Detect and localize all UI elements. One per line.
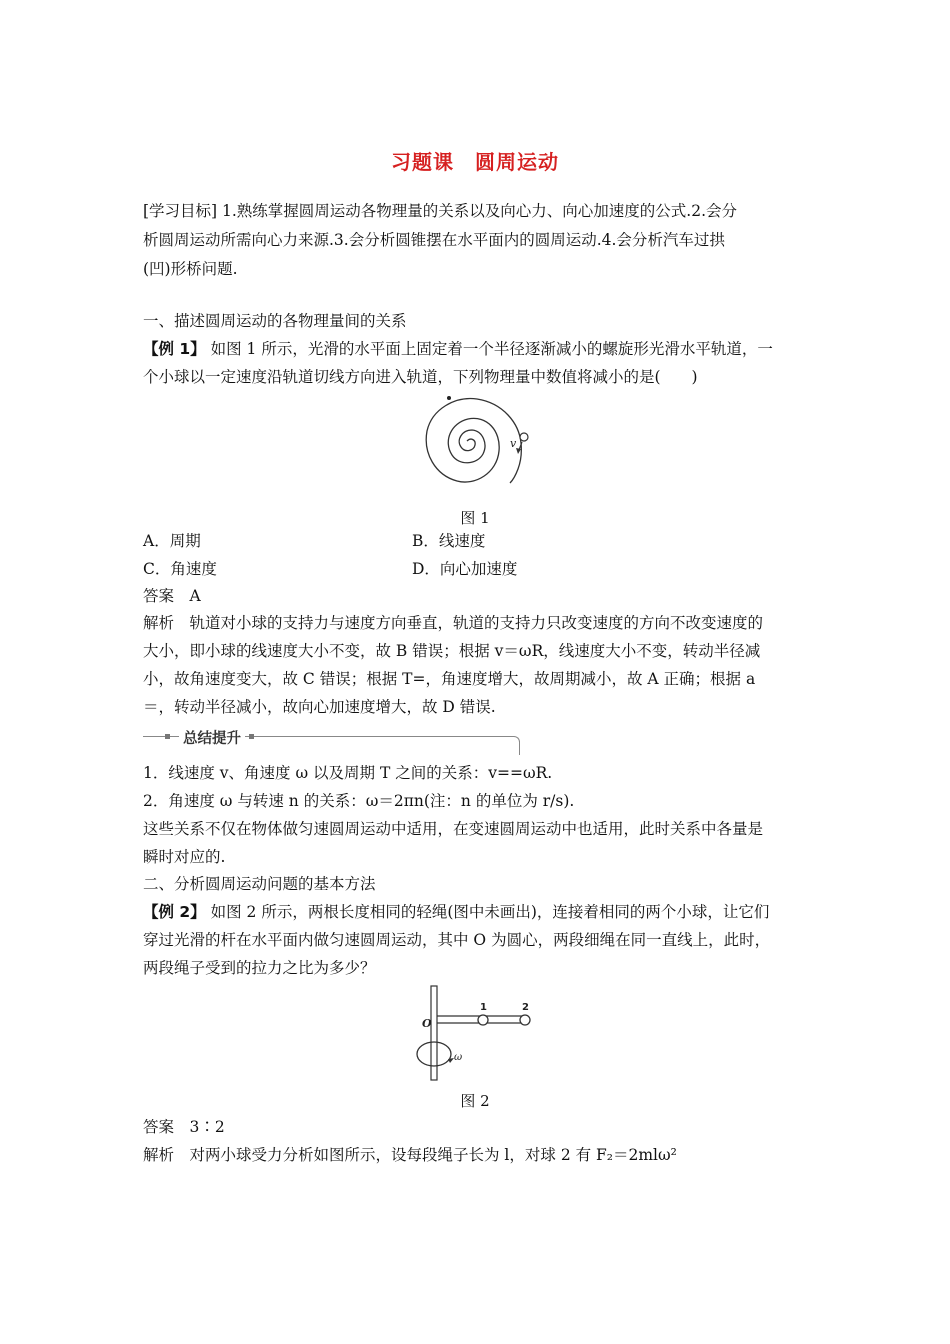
example-2-tag: 【例 2】 xyxy=(143,903,206,921)
ball-1 xyxy=(478,1015,488,1025)
omega-label: ω xyxy=(454,1052,463,1063)
example-1-analysis-line: 大小，即小球的线速度大小不变，故 B 错误；根据 v＝ωR，线速度大小不变，转动半径减 xyxy=(143,642,761,660)
spiral-top-dot xyxy=(447,396,451,400)
learning-objectives-line: (凹)形桥问题. xyxy=(143,260,238,278)
rod-balls-figure xyxy=(410,985,540,1082)
center-label-o: O xyxy=(422,1017,432,1030)
ball-1-label: 1 xyxy=(480,1002,487,1013)
summary-line: 2．角速度 ω 与转速 n 的关系：ω＝2πn(注：n 的单位为 r/s). xyxy=(143,792,575,810)
example-1-analysis-line: ＝，转动半径减小，故向心加速度增大，故 D 错误. xyxy=(143,698,496,716)
section-heading-2: 二、分析圆周运动问题的基本方法 xyxy=(143,875,376,893)
example-2-line xyxy=(143,902,769,922)
option-d: D．向心加速度 xyxy=(412,560,518,578)
summary-line: 1．线速度 v、角速度 ω 以及周期 T 之间的关系：v==ωR. xyxy=(143,764,553,782)
page-title: 习题课 圆周运动 xyxy=(391,150,559,174)
option-a: A．周期 xyxy=(143,532,201,550)
velocity-arrowhead xyxy=(516,448,521,454)
example-2-analysis: 解析 对两小球受力分析如图所示，设每段绳子长为 l，对球 2 有 F₂＝2mlω² xyxy=(143,1146,677,1164)
figure-1-caption: 图 1 xyxy=(460,509,490,527)
figure-2-caption: 图 2 xyxy=(460,1092,490,1110)
ball-2 xyxy=(520,1015,530,1025)
small-ball xyxy=(520,433,528,441)
example-1-analysis-line: 解析 轨道对小球的支持力与速度方向垂直，轨道的支持力只改变速度的方向不改变速度的 xyxy=(143,614,764,632)
example-2-text: 如图 2 所示，两根长度相同的轻绳(图中未画出)，连接着相同的两个小球，让它们 xyxy=(205,903,770,921)
summary-line: 瞬时对应的. xyxy=(143,848,226,866)
example-2-answer: 答案 3∶2 xyxy=(143,1118,225,1136)
summary-header xyxy=(143,731,521,754)
option-b: B．线速度 xyxy=(412,532,486,550)
example-1-line xyxy=(143,339,773,359)
example-1-answer: 答案 A xyxy=(143,587,201,605)
example-2-line: 两段绳子受到的拉力之比为多少？ xyxy=(143,959,376,977)
spiral-track xyxy=(426,399,521,483)
learning-objectives-line: 析圆周运动所需向心力来源.3.会分析圆锥摆在水平面内的圆周运动.4.会分析汽车过拱 xyxy=(143,231,725,249)
summary-line: 这些关系不仅在物体做匀速圆周运动中适用，在变速圆周运动中也适用，此时关系中各量是 xyxy=(143,820,764,838)
ball-2-label: 2 xyxy=(522,1002,529,1013)
section-heading-1: 一、描述圆周运动的各物理量间的关系 xyxy=(143,312,407,330)
example-2-line: 穿过光滑的杆在水平面内做匀速圆周运动，其中 O 为圆心，两段细绳在同一直线上，此时， xyxy=(143,931,771,949)
example-1-tag: 【例 1】 xyxy=(143,340,206,358)
example-1-analysis-line: 小，故角速度变大，故 C 错误；根据 T=，角速度增大，故周期减小，故 A 正确；根据 a xyxy=(143,670,756,688)
velocity-label: v xyxy=(510,437,517,450)
spiral-track-figure xyxy=(415,393,540,496)
example-1-line: 个小球以一定速度沿轨道切线方向进入轨道，下列物理量中数值将减小的是( ) xyxy=(143,368,698,386)
example-1-text: 如图 1 所示，光滑的水平面上固定着一个半径逐渐减小的螺旋形光滑水平轨道，一 xyxy=(205,340,773,358)
option-c: C．角速度 xyxy=(143,560,217,578)
summary-label: 总结提升 xyxy=(179,727,245,748)
learning-objectives-line: [学习目标] 1.熟练掌握圆周运动各物理量的关系以及向心力、向心加速度的公式.2.会分 xyxy=(143,202,738,220)
